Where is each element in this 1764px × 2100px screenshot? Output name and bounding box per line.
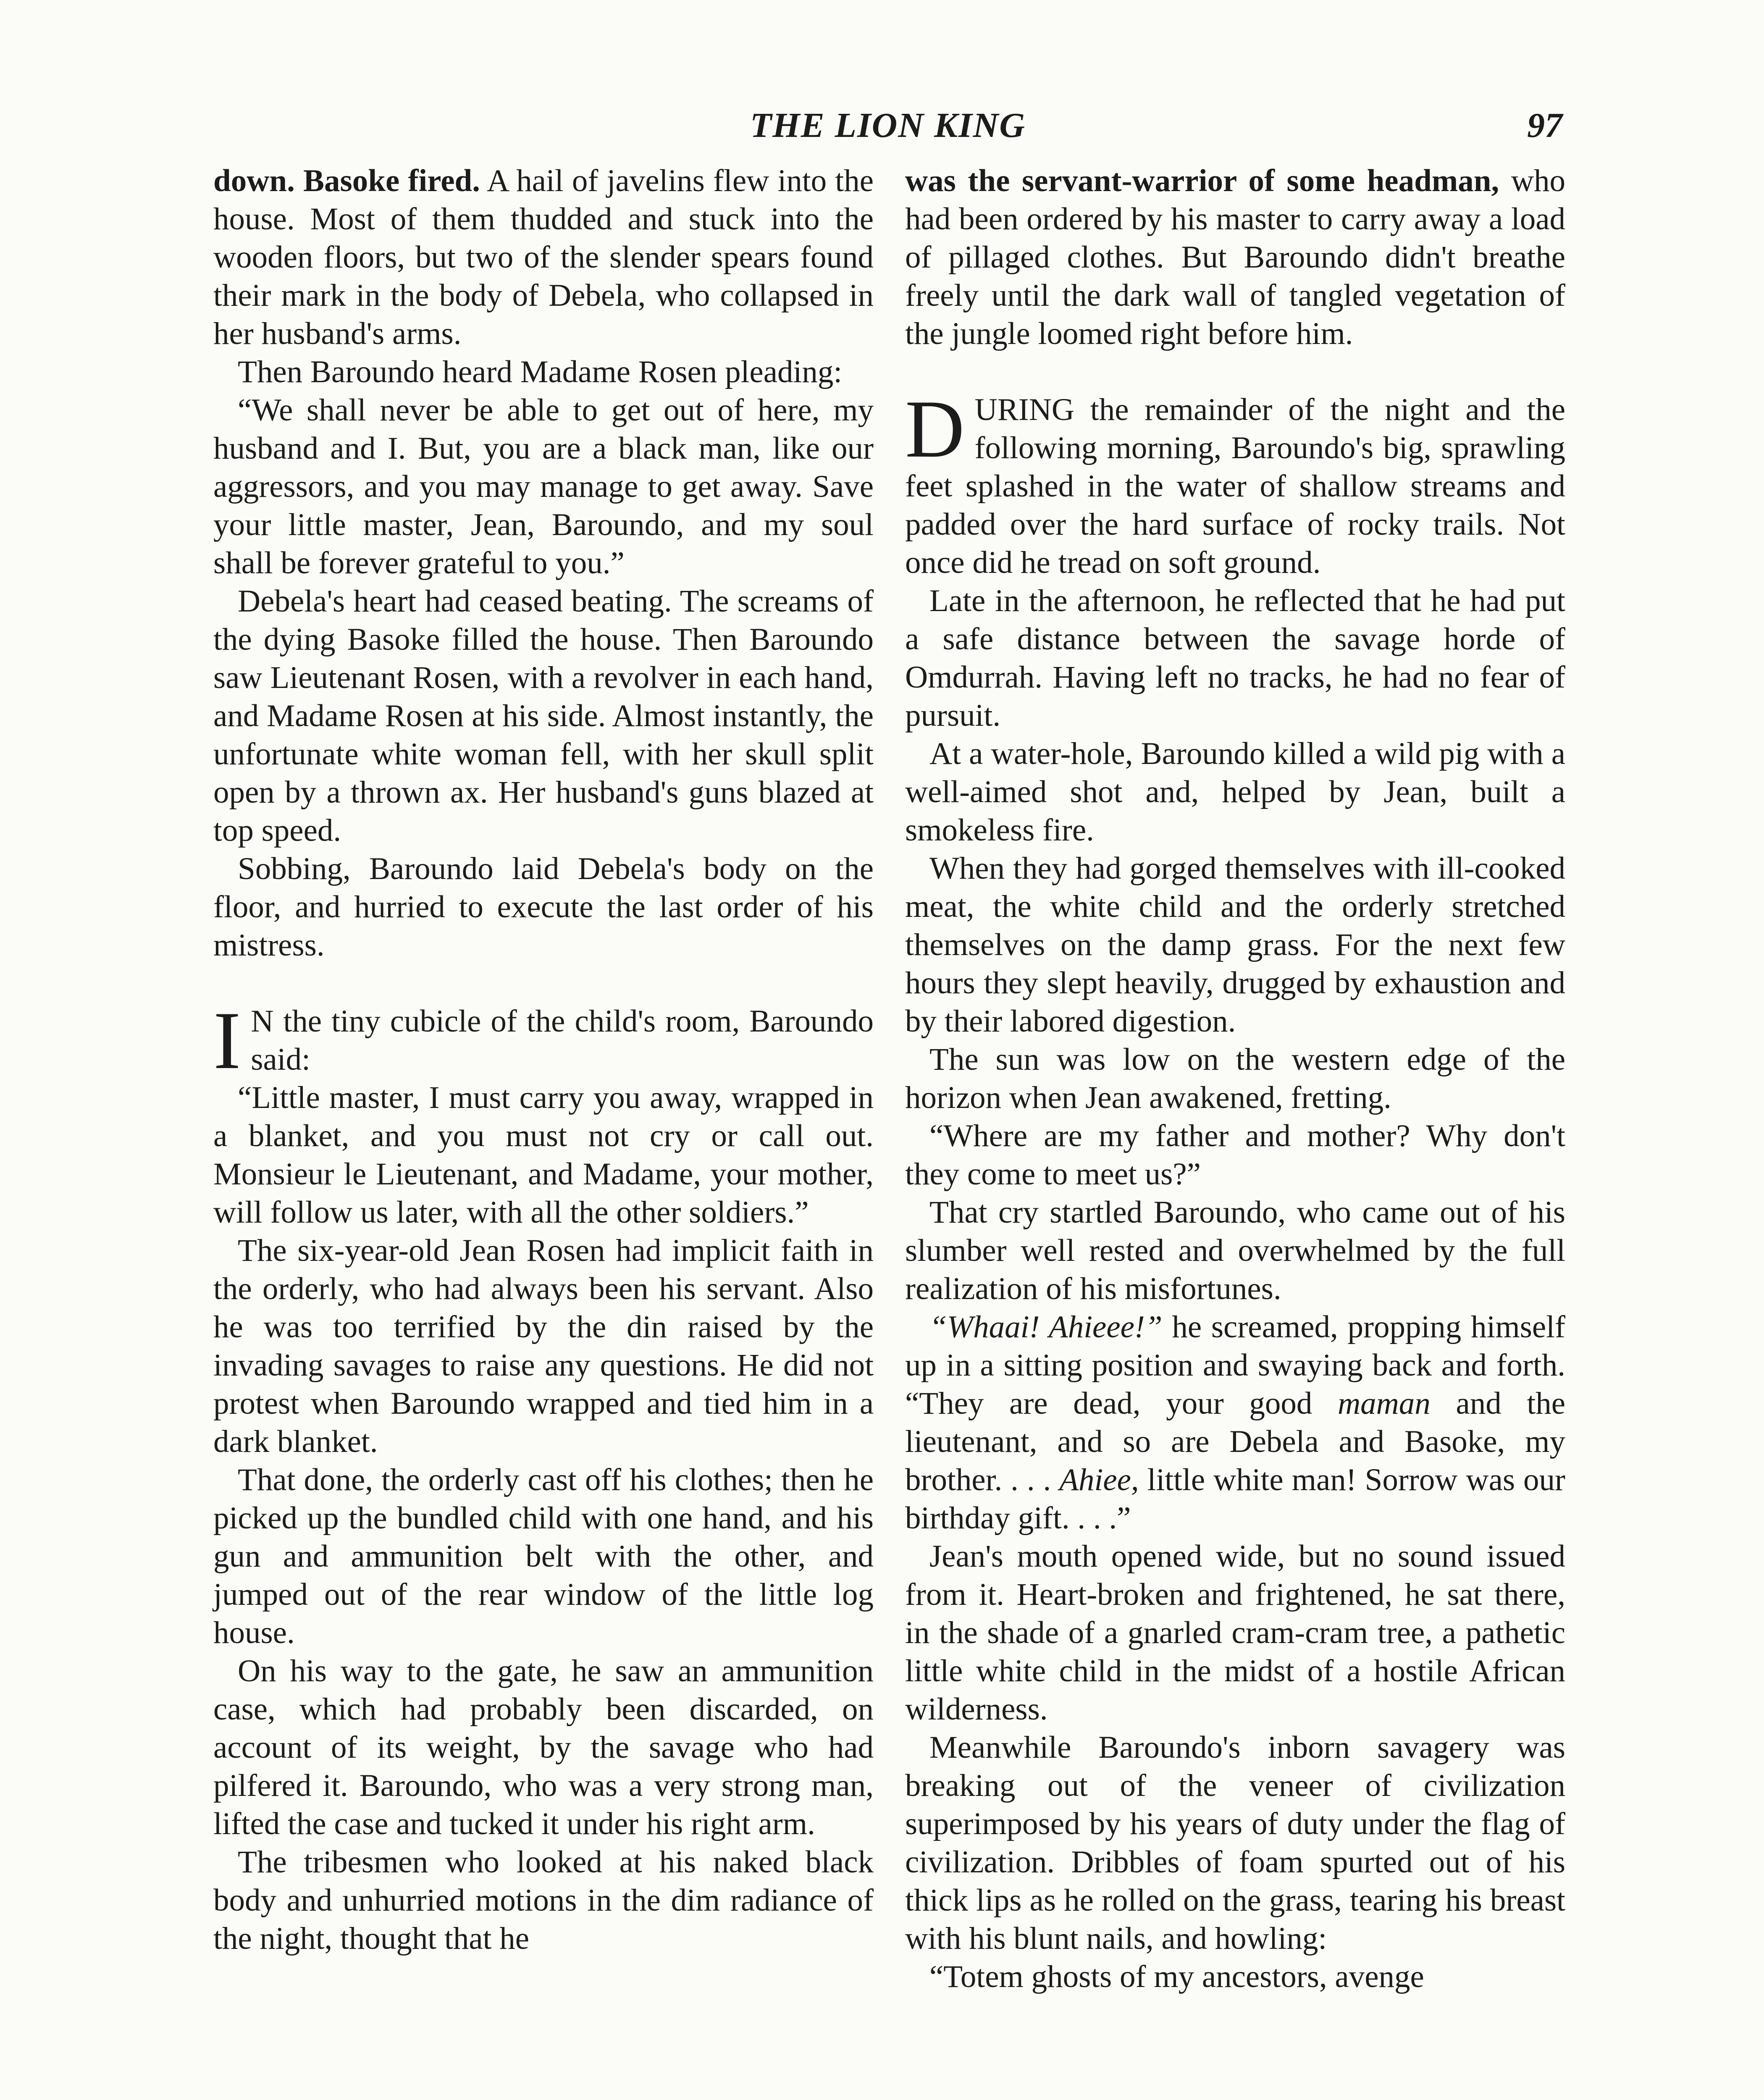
bold-lead: down. Basoke fired. bbox=[213, 163, 480, 198]
paragraph: The tribesmen who looked at his naked black body and unhurried motions in the dim radiance of the night, thought that he bbox=[213, 1845, 874, 1956]
paragraph-text: N the tiny cubicle of the child's room, Baroundo said: bbox=[251, 1004, 874, 1077]
paragraph-text: he screamed, propping himself up in a sitting position and swaying back and forth. “They are dead, your good bbox=[905, 1310, 1565, 1421]
left-column bbox=[213, 162, 874, 1958]
bold-lead: was the servant-warrior of some headman, bbox=[905, 163, 1499, 198]
paragraph: That cry startled Baroundo, who came out of his slumber well rested and overwhelmed by the full realization of his misfortunes. bbox=[905, 1195, 1565, 1306]
paragraph bbox=[213, 162, 874, 353]
paragraph: At a water-hole, Baroundo killed a wild pig with a well-aimed shot and, helped by Jean, built a smokeless fire. bbox=[905, 736, 1565, 848]
paragraph: “Little master, I must carry you away, wrapped in a blanket, and you must not cry or call out. Monsieur le Lieutenant, and Madame, your mother, will follow us later, with all the other soldiers.” bbox=[213, 1080, 874, 1230]
running-title: THE LION KING bbox=[750, 106, 1026, 145]
paragraph: That done, the orderly cast off his clothes; then he picked up the bundled child with one hand, and his gun and ammunition belt with the other, and jumped out of the rear window of the little log house. bbox=[213, 1462, 874, 1650]
paragraph: Meanwhile Baroundo's inborn savagery was breaking out of the veneer of civilization superimposed by his years of duty under the flag of civilization. Dribbles of foam spurted out of his thick lips as he rolled on the grass, tearing his breast with his blunt nails, and howling: bbox=[905, 1730, 1565, 1956]
paragraph: The six-year-old Jean Rosen had implicit faith in the orderly, who had always been his servant. Also he was too terrified by the din raised by the invading savages to raise any questions. He did not protest when Baroundo wrapped and tied him in a dark blanket. bbox=[213, 1233, 874, 1459]
right-column bbox=[905, 162, 1565, 1996]
paragraph: Debela's heart had ceased beating. The screams of the dying Basoke filled the house. Then Baroundo saw Lieutenant Rosen, with a revolver in each hand, and Madame Rosen at his side. Almost instantly, the unfortunate white woman fell, with her skull split open by a thrown ax. Her husband's guns blazed at top speed. bbox=[213, 584, 874, 848]
paragraph-text: URING the remainder of the night and the following morning, Baroundo's big, sprawling feet splashed in the water of shallow streams and padded over the hard surface of rocky trails. Not once did he tread on soft ground. bbox=[905, 392, 1565, 580]
paragraph bbox=[213, 995, 874, 1086]
italic-exclamation: “Whaai! Ahieee!” bbox=[929, 1310, 1163, 1344]
paragraph: Jean's mouth opened wide, but no sound issued from it. Heart-broken and frightened, he sat there, in the shade of a gnarled cram-cram tree, a pathetic little white child in the midst of a hostile African wilderness. bbox=[905, 1539, 1565, 1727]
paragraph-text: A hail of javelins flew into the house. Most of them thudded and stuck into the wooden floors, but two of the slender spears found their mark in the body of Debela, who collapsed in her husband's arms. bbox=[213, 163, 874, 351]
paragraph: When they had gorged themselves with ill-cooked meat, the white child and the orderly stretched themselves on the damp grass. For the next few hours they slept heavily, drugged by exhaustion and by their labored digestion. bbox=[905, 851, 1565, 1039]
italic-word: maman bbox=[1337, 1386, 1431, 1421]
drop-cap: I bbox=[213, 995, 241, 1086]
paragraph-text: who had been ordered by his master to carry away a load of pillaged clothes. But Baroundo didn't breathe freely until the dark wall of tangled vegetation of the jungle loomed right before him. bbox=[905, 163, 1565, 351]
paragraph: “We shall never be able to get out of here, my husband and I. But, you are a black man, like our aggressors, and you may manage to get away. Save your little master, Jean, Baroundo, and my soul shall be forever grateful to you.” bbox=[213, 393, 874, 580]
section-break bbox=[213, 964, 874, 1002]
paragraph-text: little white man! Sorrow was our birthday gift. . . .” bbox=[905, 1462, 1565, 1536]
paragraph-text: and the lieutenant, and so are Debela and Basoke, my brother. . . . bbox=[905, 1386, 1565, 1497]
paragraph bbox=[905, 383, 1565, 582]
paragraph: The sun was low on the western edge of the horizon when Jean awakened, fretting. bbox=[905, 1042, 1565, 1115]
drop-cap: D bbox=[905, 383, 965, 475]
paragraph bbox=[905, 1308, 1565, 1537]
running-head bbox=[213, 105, 1562, 151]
paragraph: Late in the afternoon, he reflected that he had put a safe distance between the savage horde of Omdurrah. Having left no tracks, he had no fear of pursuit. bbox=[905, 583, 1565, 733]
paragraph: “Where are my father and mother? Why don't they come to meet us?” bbox=[905, 1118, 1565, 1192]
paragraph: Then Baroundo heard Madame Rosen pleading: bbox=[238, 354, 843, 389]
paragraph: Sobbing, Baroundo laid Debela's body on the floor, and hurried to execute the last order of his mistress. bbox=[213, 851, 874, 963]
italic-word: Ahiee, bbox=[1059, 1462, 1139, 1497]
paragraph: “Totem ghosts of my ancestors, avenge bbox=[929, 1959, 1424, 1994]
page-number: 97 bbox=[1527, 106, 1562, 145]
section-break bbox=[905, 353, 1565, 391]
paragraph: On his way to the gate, he saw an ammunition case, which had probably been discarded, on account of its weight, by the savage who had pilfered it. Baroundo, who was a very strong man, lifted the case and tucked it under his right arm. bbox=[213, 1654, 874, 1841]
paragraph bbox=[905, 162, 1565, 353]
